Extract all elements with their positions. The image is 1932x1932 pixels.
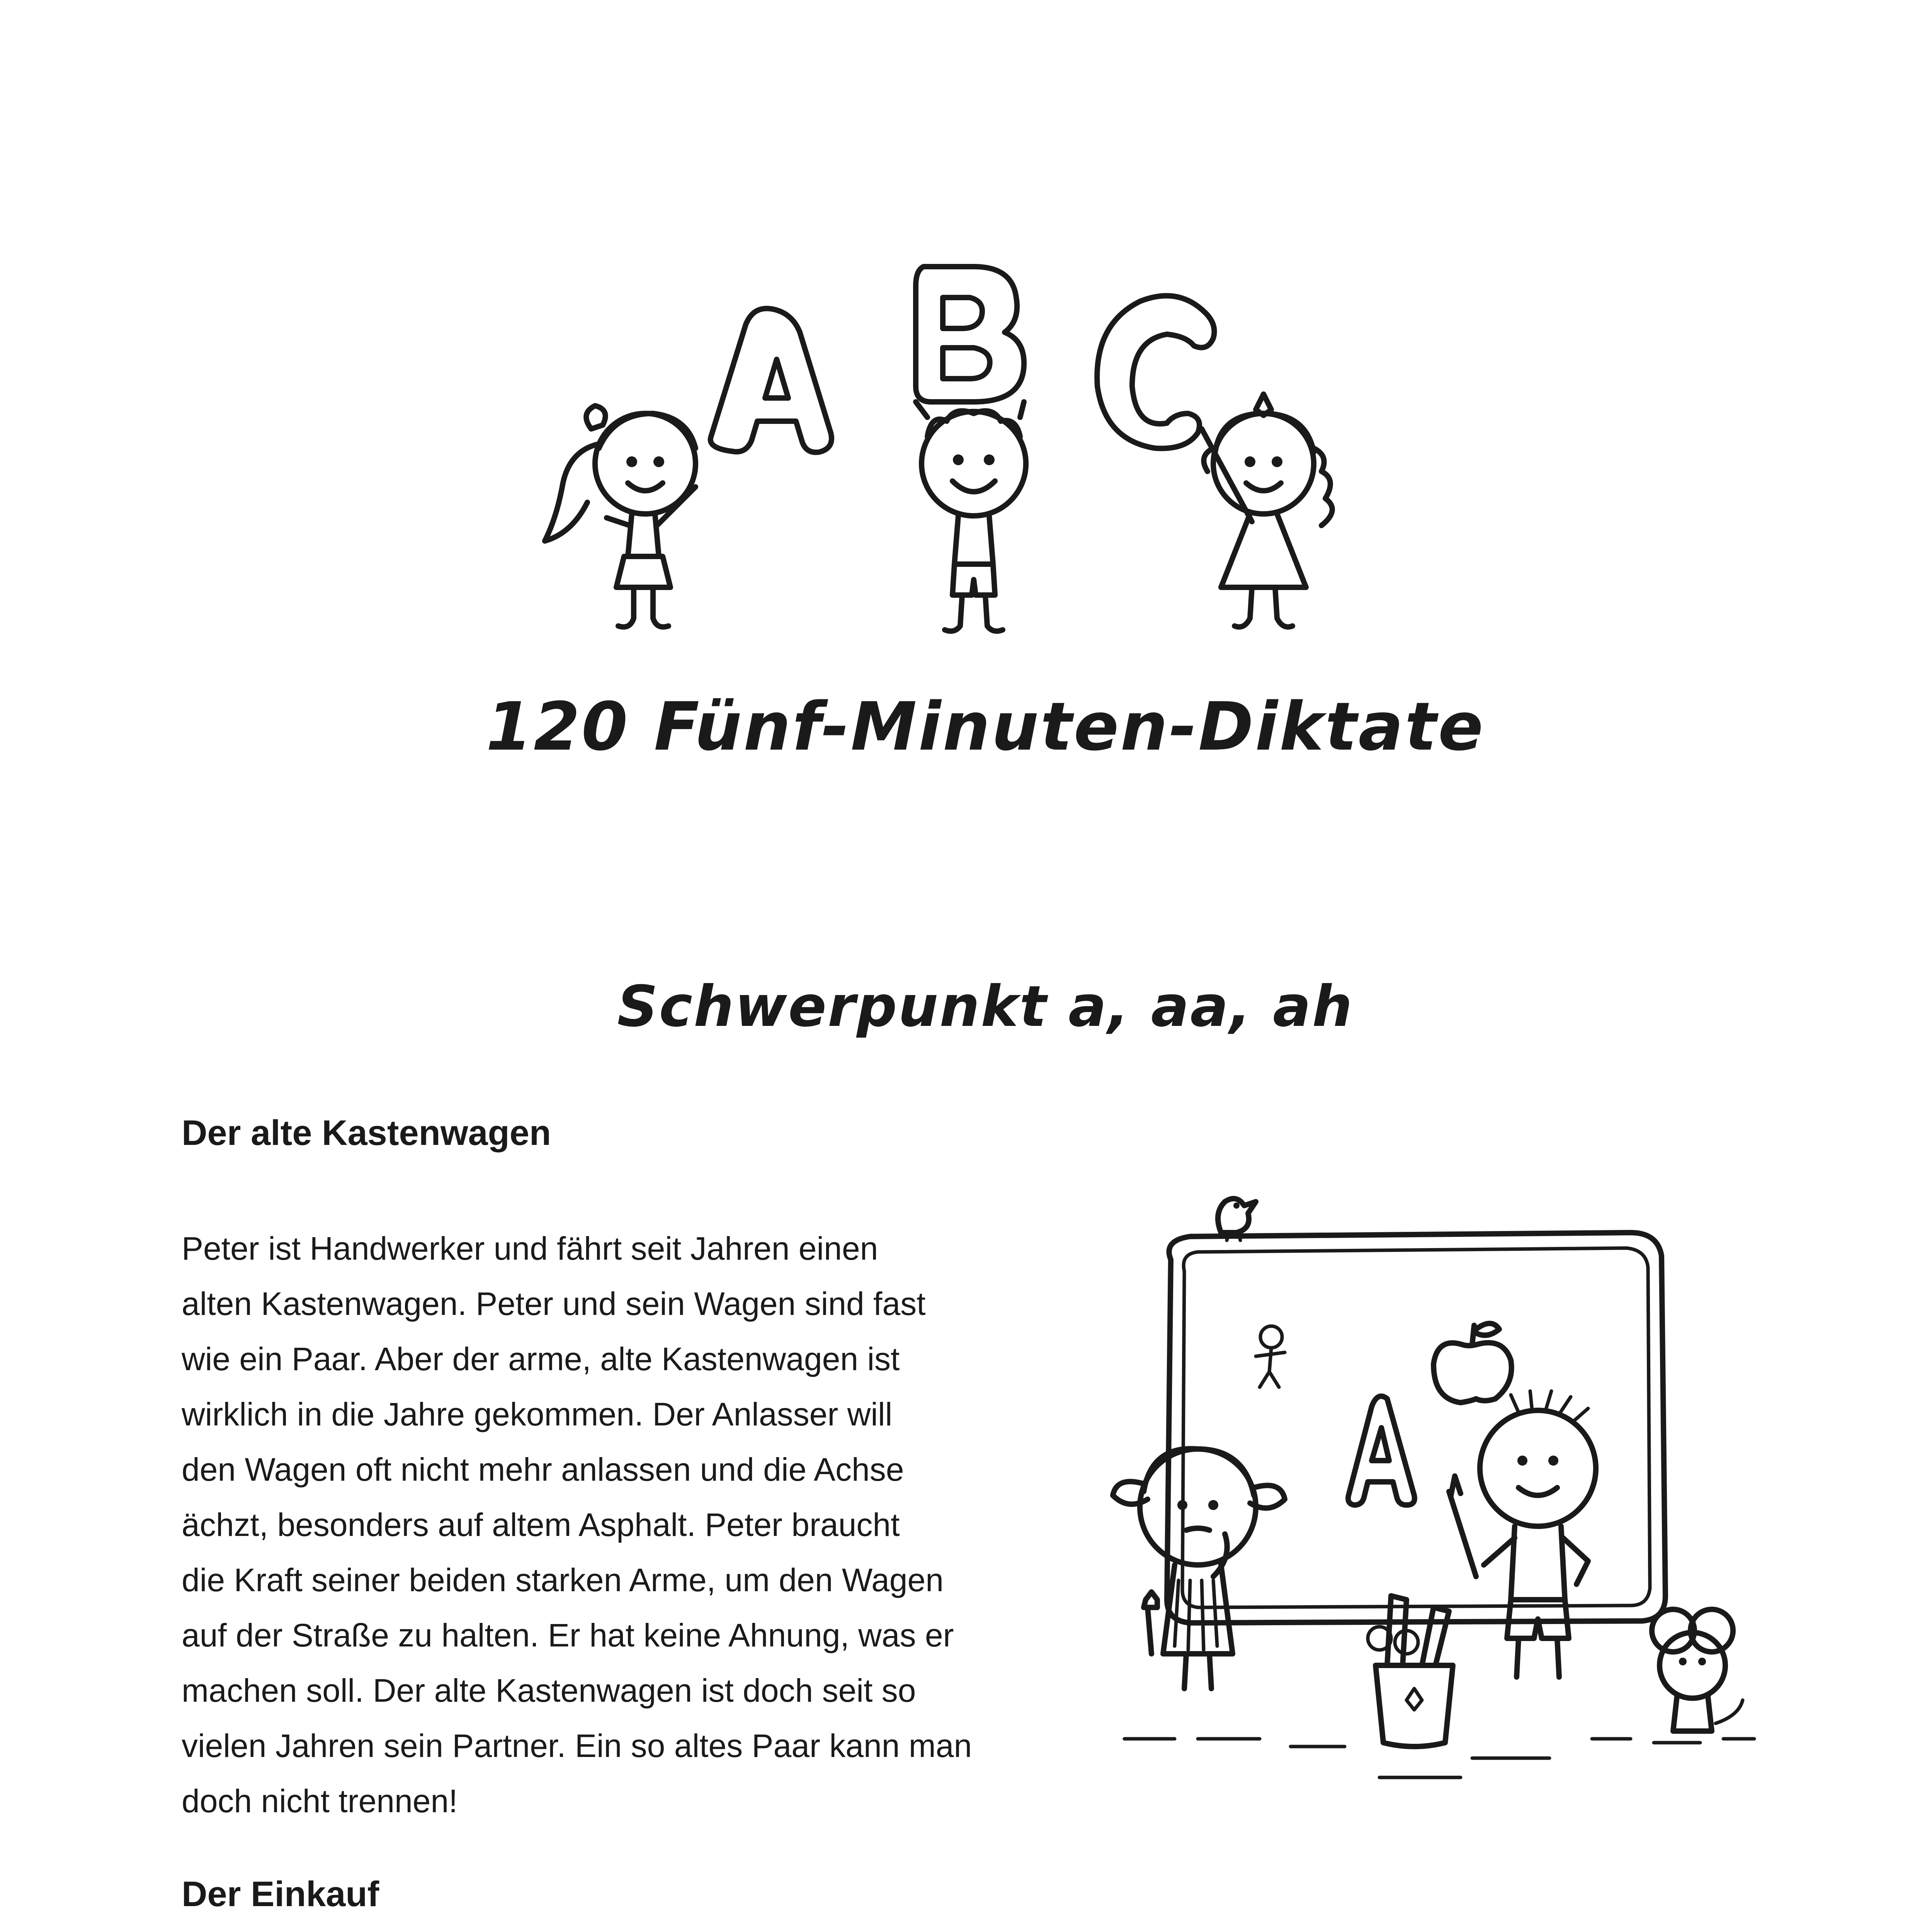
mouse-icon	[1652, 1609, 1743, 1731]
boy-at-board	[1449, 1391, 1596, 1677]
chalk-letter-a	[1348, 1396, 1415, 1505]
text-line: doch nicht trennen!	[182, 1783, 458, 1819]
text-line: den Wagen oft nicht mehr anlassen und die Achse	[182, 1451, 904, 1488]
pencil-cup-icon	[1368, 1596, 1453, 1747]
chalkboard	[1167, 1233, 1665, 1623]
text-line: vielen Jahren sein Partner. Ein so altes Paar kann man	[182, 1728, 972, 1764]
kids-holding-abc-illustration	[529, 247, 1441, 653]
text-line: wirklich in die Jahre gekommen. Der Anlasser will	[182, 1396, 893, 1432]
story-title-einkauf: Der Einkauf	[182, 1874, 379, 1914]
text-line: machen soll. Der alte Kastenwagen ist doch seit so	[182, 1672, 916, 1709]
girl-with-letter-c	[1097, 296, 1332, 627]
text-line: auf der Straße zu halten. Er hat keine Ahnung, was er	[182, 1617, 954, 1653]
story-title-kastenwagen: Der alte Kastenwagen	[182, 1113, 551, 1153]
boy-with-letter-b	[916, 267, 1026, 631]
text-line: alten Kastenwagen. Peter und sein Wagen sind fast	[182, 1286, 926, 1322]
girl-at-board	[1113, 1449, 1285, 1689]
book-title: 120 Fünf-Minuten-Diktate	[486, 688, 1485, 765]
section-heading: Schwerpunkt a, aa, ah	[617, 974, 1354, 1039]
girl-with-letter-a	[545, 308, 832, 627]
chalk-doodle-figure	[1256, 1326, 1285, 1387]
text-line: Peter ist Handwerker und fährt seit Jahren einen	[182, 1230, 878, 1267]
apple-icon	[1434, 1323, 1512, 1403]
text-line: die Kraft seiner beiden starken Arme, um den Wagen	[182, 1562, 944, 1598]
text-line: ächzt, besonders auf altem Asphalt. Peter braucht	[182, 1507, 900, 1543]
text-line: wie ein Paar. Aber der arme, alte Kastenwagen ist	[182, 1341, 900, 1377]
kids-at-chalkboard-illustration	[1074, 1190, 1777, 1808]
story-text-kastenwagen	[182, 1221, 1043, 1829]
